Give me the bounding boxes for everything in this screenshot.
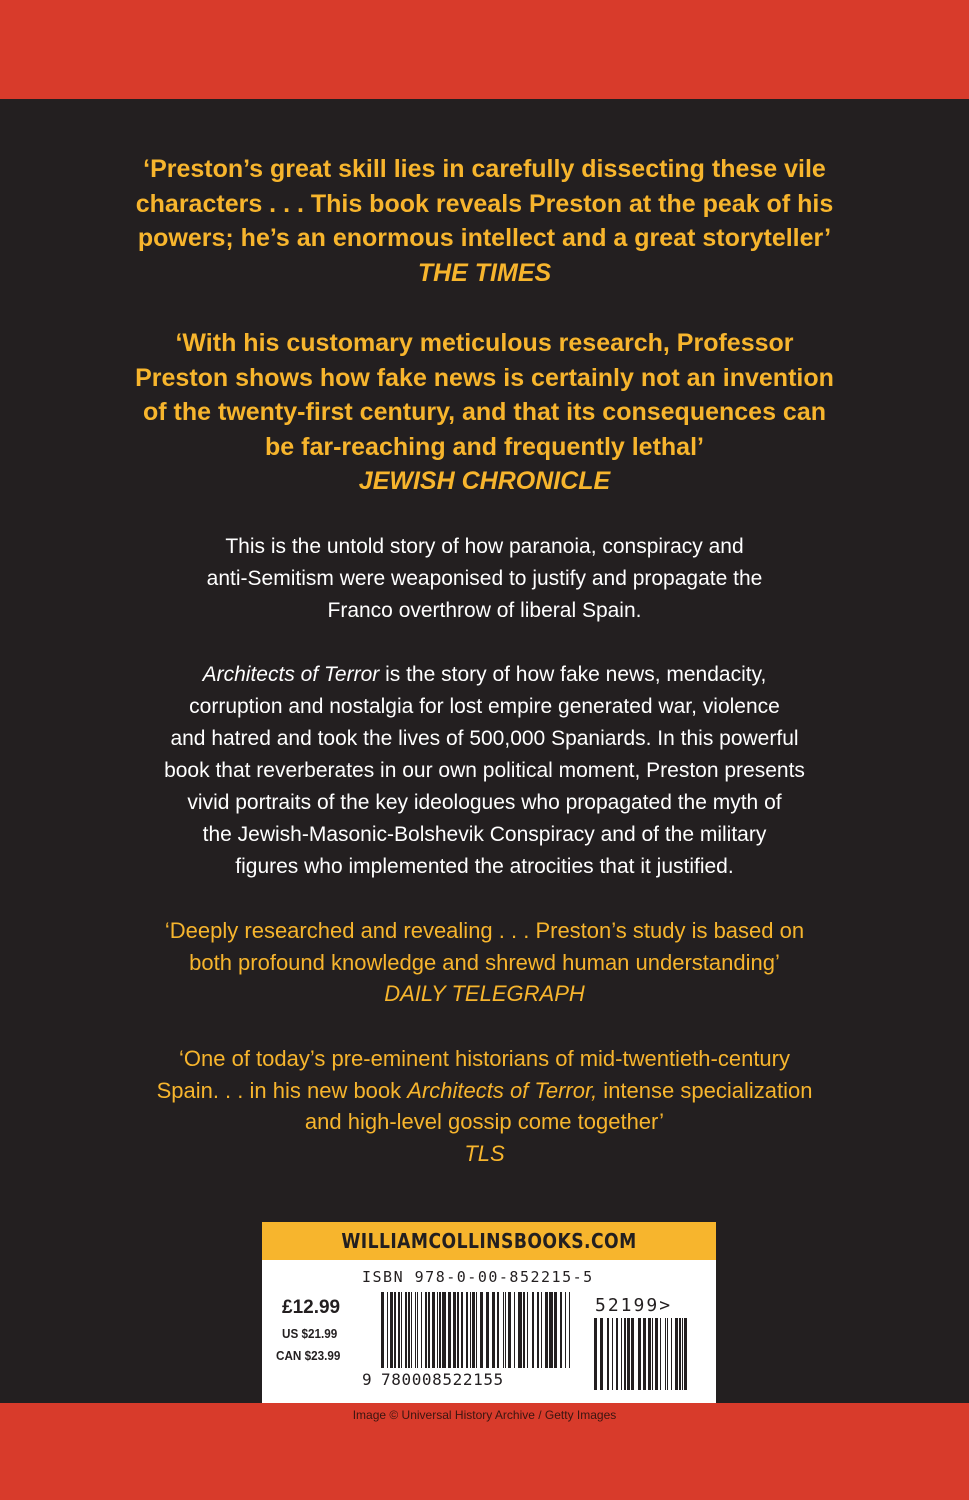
barcode-bar	[480, 1292, 483, 1368]
barcode-bar	[432, 1292, 435, 1368]
quote-line: characters . . . This book reveals Preston at the peak of his	[135, 189, 834, 218]
barcode-bar	[472, 1292, 475, 1368]
barcode-bar	[648, 1318, 651, 1390]
barcode-bar	[394, 1292, 396, 1368]
barcode-bar	[518, 1292, 522, 1368]
barcode-bar	[532, 1292, 534, 1368]
barcode-bar	[411, 1292, 412, 1368]
barcode-bar	[514, 1292, 515, 1368]
book-title-italic: Architects of Terror	[202, 663, 380, 686]
quote-line: of the twenty-first century, and that its consequences can	[143, 398, 826, 426]
blurb-line: This is the untold story of how paranoia, conspiracy and	[225, 535, 744, 558]
image-credit: Image © Universal History Archive / Getty Images	[352, 1408, 617, 1422]
barcode-bar	[607, 1318, 609, 1390]
barcode-bar	[401, 1292, 402, 1368]
barcode-bar	[612, 1318, 613, 1390]
price-gbp: £12.99	[282, 1297, 341, 1318]
quote-line-part: intense specialization	[597, 1077, 813, 1103]
quote-line: Preston shows how fake news is certainly not an invention	[135, 363, 834, 392]
barcode-bar	[621, 1318, 622, 1390]
barcode-bar	[671, 1318, 672, 1390]
barcode-bar	[466, 1292, 468, 1368]
addon-digits-text: 52199	[595, 1295, 660, 1316]
quote-source: JEWISH CHRONICLE	[358, 467, 611, 495]
barcode-bar	[398, 1292, 400, 1368]
barcode-bar	[508, 1292, 511, 1368]
barcode-bar	[545, 1292, 548, 1368]
quote-line: be far-reaching and frequently lethal’	[265, 432, 704, 461]
barcode-bar	[600, 1318, 603, 1390]
barcode-bar	[461, 1292, 463, 1368]
barcode-bar	[421, 1292, 422, 1368]
barcode-bar	[643, 1318, 646, 1390]
barcode-bar	[486, 1292, 489, 1368]
quote-line: powers; he’s an enormous intellect and a great storyteller’	[137, 224, 832, 252]
barcode-bar	[655, 1318, 658, 1390]
barcode-bar	[537, 1292, 539, 1368]
barcode-bar	[527, 1292, 528, 1368]
barcode-bar	[457, 1292, 459, 1368]
blurb-line: corruption and nostalgia for lost empire generated war, violence	[189, 695, 780, 718]
barcode-bar	[523, 1292, 525, 1368]
quote-line-part: Spain. . . in his new book	[156, 1077, 408, 1103]
barcode-bar	[638, 1318, 641, 1390]
barcode-bar	[682, 1318, 683, 1390]
barcode-bar	[565, 1292, 566, 1368]
blurb-line: book that reverberates in our own political moment, Preston presents	[164, 759, 805, 782]
barcode-addon-digits	[595, 1295, 672, 1316]
barcode-bar	[453, 1292, 456, 1368]
blurb-line: the Jewish-Masonic-Bolshevik Conspiracy and of the military	[202, 823, 767, 846]
barcode-bar	[381, 1292, 384, 1368]
quote-line: both profound knowledge and shrewd human understanding’	[189, 949, 780, 975]
barcode-bar	[492, 1292, 495, 1368]
barcode-bar	[560, 1292, 562, 1368]
price-us: US $21.99	[282, 1326, 338, 1341]
barcode-bar	[631, 1318, 634, 1390]
barcode-bar	[627, 1318, 630, 1390]
quote-source: THE TIMES	[417, 258, 552, 287]
blurb-first-line-rest: is the story of how fake news, mendacity,	[379, 663, 767, 686]
barcode-bar	[497, 1292, 499, 1368]
barcode-lead-digit: 9	[362, 1370, 372, 1389]
barcode-bar	[425, 1292, 427, 1368]
isbn-text: ISBN 978-0-00-852215-5	[362, 1268, 594, 1286]
barcode-bar	[439, 1292, 441, 1368]
book-title-italic: Architects of Terror,	[407, 1077, 598, 1103]
barcode-bar	[442, 1292, 446, 1368]
barcode-bar	[679, 1318, 681, 1390]
addon-marker: >	[659, 1295, 673, 1316]
quote-source: DAILY TELEGRAPH	[384, 981, 585, 1006]
blurb-line: Franco overthrow of liberal Spain.	[327, 599, 642, 622]
barcode-bar	[390, 1292, 393, 1368]
barcode-bar	[652, 1318, 653, 1390]
barcode-digits: 780008522155	[381, 1370, 504, 1389]
quote-line: ‘With his customary meticulous research, Professor	[175, 329, 794, 357]
barcode-bar	[405, 1292, 407, 1368]
barcode-bar	[448, 1292, 451, 1368]
barcode-bar	[675, 1318, 678, 1390]
barcode-bar	[660, 1318, 661, 1390]
barcode-bar	[541, 1292, 542, 1368]
website-url: WILLIAMCOLLINSBOOKS.COM	[341, 1229, 637, 1253]
barcode-bar	[503, 1292, 504, 1368]
blurb-line: anti-Semitism were weaponised to justify and propagate the	[206, 567, 763, 590]
barcode-bar	[616, 1318, 618, 1390]
barcode-bar	[569, 1292, 570, 1368]
barcode-bar	[549, 1292, 553, 1368]
barcode-bar	[667, 1318, 668, 1390]
barcode-addon-bars	[594, 1318, 687, 1390]
barcode-bar	[470, 1292, 471, 1368]
quote-line: ‘Deeply researched and revealing . . . Preston’s study is based on	[164, 918, 805, 943]
barcode-bar	[594, 1318, 597, 1390]
blurb-line: vivid portraits of the key ideologues who propagated the myth of	[187, 791, 782, 814]
blurb-line: figures who implemented the atrocities that it justified.	[235, 855, 734, 878]
quote-source: TLS	[464, 1140, 505, 1166]
barcode-bar	[505, 1292, 506, 1368]
barcode-bar	[665, 1318, 666, 1390]
barcode-bar	[684, 1318, 687, 1390]
barcode-bar	[408, 1292, 410, 1368]
barcode-bar	[624, 1318, 626, 1390]
barcode-bars	[381, 1292, 570, 1368]
price-can: CAN $23.99	[276, 1348, 341, 1363]
barcode-bar	[387, 1292, 388, 1368]
quote-line: ‘Preston’s great skill lies in carefully dissecting these vile	[143, 155, 826, 183]
barcode-bar	[476, 1292, 477, 1368]
blurb-line: and hatred and took the lives of 500,000 Spaniards. In this powerful	[170, 727, 799, 750]
barcode-bar	[428, 1292, 430, 1368]
barcode-bar	[437, 1292, 438, 1368]
barcode-bar	[417, 1292, 418, 1368]
quote-line: and high-level gossip come together’	[304, 1109, 665, 1134]
barcode-bar	[415, 1292, 416, 1368]
quote-line: ‘One of today’s pre-eminent historians of mid-twentieth-century	[179, 1046, 790, 1071]
barcode-bar	[554, 1292, 557, 1368]
